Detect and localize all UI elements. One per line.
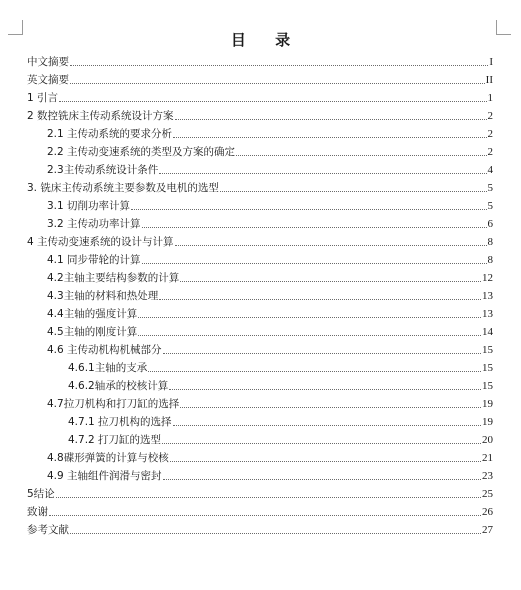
toc-entry-label: 中文摘要 [27,56,69,68]
toc-entry-label: 4.7.2 打刀缸的选型 [68,434,162,446]
toc-entry[interactable] [47,213,493,231]
toc-leader-dots [169,389,481,390]
toc-entry[interactable] [47,465,493,483]
toc-entry[interactable] [47,339,493,357]
toc-entry-label: 4.3主轴的材料和热处理 [47,290,159,302]
toc-entry-page-number: 4 [487,164,493,176]
toc-entry-page-number: 23 [482,470,493,482]
toc-leader-dots [180,281,481,282]
toc-entry[interactable] [47,249,493,267]
toc-entry-label: 3. 铣床主传动系统主要参数及电机的选型 [27,182,219,194]
toc-leader-dots [170,461,481,462]
toc-entry-page-number: 27 [482,524,493,536]
toc-entry-page-number: 2 [487,110,493,122]
toc-entry-page-number: 5 [487,182,493,194]
toc-entry-label: 4.6 主传动机构机械部分 [47,344,162,356]
toc-entry[interactable] [47,447,493,465]
toc-entry-label: 参考文献 [27,524,69,536]
toc-entry-page-number: 8 [487,236,493,248]
toc-entry-page-number: 6 [487,218,493,230]
toc-entry-page-number: I [489,56,493,68]
toc-leader-dots [131,209,486,210]
toc-leader-dots [138,317,481,318]
toc-entry[interactable] [27,519,493,537]
toc-entry-page-number: 1 [487,92,493,104]
toc-entry-page-number: II [485,74,493,86]
toc-entry[interactable] [27,483,493,501]
toc-entry-label: 4.6.1主轴的支承 [68,362,148,374]
toc-entry-page-number: 15 [482,380,493,392]
toc-entry[interactable] [27,87,493,105]
toc-leader-dots [180,407,481,408]
toc-entry[interactable] [27,69,493,87]
toc-entry-label: 3.1 切削功率计算 [47,200,131,212]
toc-entry-page-number: 19 [482,398,493,410]
toc-entry[interactable] [47,267,493,285]
toc-title: 目 录 [230,31,303,49]
toc-entry[interactable] [47,285,493,303]
toc-entry-page-number: 21 [482,452,493,464]
toc-leader-dots [163,353,481,354]
toc-entry[interactable] [27,231,493,249]
toc-entry-label: 5结论 [27,488,55,500]
toc-entry[interactable] [68,429,493,447]
toc-leader-dots [49,515,481,516]
toc-entry[interactable] [27,105,493,123]
toc-entry-label: 4.7.1 拉刀机构的选择 [68,416,172,428]
toc-entry-label: 4.5主轴的刚度计算 [47,326,138,338]
toc-entry-label: 致谢 [27,506,48,518]
toc-entry-label: 1 引言 [27,92,59,104]
toc-entry[interactable] [27,177,493,195]
toc-entry-label: 4.6.2轴承的校核计算 [68,380,169,392]
toc-entry-label: 4.4主轴的强度计算 [47,308,138,320]
toc-leader-dots [142,227,487,228]
toc-entry-page-number: 8 [487,254,493,266]
toc-leader-dots [162,443,481,444]
toc-entry-label: 英文摘要 [27,74,69,86]
toc-entry-label: 4.9 主轴组件润滑与密封 [47,470,162,482]
toc-leader-dots [70,83,485,84]
toc-entry[interactable] [47,159,493,177]
toc-entry-page-number: 13 [482,308,493,320]
toc-entry[interactable] [47,123,493,141]
toc-entry-label: 4.2主轴主要结构参数的计算 [47,272,180,284]
toc-leader-dots [59,101,486,102]
toc-entry[interactable] [27,501,493,519]
toc-entry[interactable] [47,141,493,159]
toc-entry[interactable] [47,393,493,411]
toc-entry-label: 2.2 主传动变速系统的类型及方案的确定 [47,146,236,158]
toc-entry-page-number: 2 [487,146,493,158]
toc-entry[interactable] [47,195,493,213]
toc-leader-dots [142,263,487,264]
toc-entry[interactable] [68,375,493,393]
toc-leader-dots [175,245,487,246]
toc-entry-page-number: 25 [482,488,493,500]
toc-leader-dots [148,371,481,372]
toc-entry-label: 4.8碟形弹簧的计算与校核 [47,452,169,464]
toc-leader-dots [220,191,487,192]
toc-entry[interactable] [68,411,493,429]
toc-entry-page-number: 20 [482,434,493,446]
toc-leader-dots [159,173,486,174]
toc-entry-label: 4 主传动变速系统的设计与计算 [27,236,174,248]
toc-leader-dots [236,155,486,156]
toc-entry-page-number: 13 [482,290,493,302]
toc-entry[interactable] [47,303,493,321]
toc-entry-page-number: 15 [482,362,493,374]
toc-entry-label: 2 数控铣床主传动系统设计方案 [27,110,174,122]
toc-entry-label: 2.1 主传动系统的要求分析 [47,128,173,140]
toc-leader-dots [70,65,488,66]
toc-leader-dots [56,497,481,498]
toc-entry-label: 2.3主传动系统设计条件 [47,164,159,176]
toc-entry-label: 4.1 同步带轮的计算 [47,254,141,266]
toc-entry[interactable] [27,51,493,69]
toc-leader-dots [138,335,481,336]
toc-entry[interactable] [47,321,493,339]
toc-entry-label: 4.7拉刀机构和打刀缸的选择 [47,398,180,410]
toc-leader-dots [175,119,487,120]
toc-entry-page-number: 14 [482,326,493,338]
toc-leader-dots [159,299,481,300]
toc-entry-page-number: 15 [482,344,493,356]
toc-entry-page-number: 19 [482,416,493,428]
toc-entry-page-number: 12 [482,272,493,284]
toc-leader-dots [70,533,481,534]
toc-leader-dots [173,425,481,426]
toc-entry-page-number: 2 [487,128,493,140]
toc-entry-label: 3.2 主传动功率计算 [47,218,141,230]
toc-entry-page-number: 26 [482,506,493,518]
toc-entry[interactable] [68,357,493,375]
toc-leader-dots [173,137,486,138]
toc-entry-page-number: 5 [487,200,493,212]
toc-leader-dots [163,479,481,480]
